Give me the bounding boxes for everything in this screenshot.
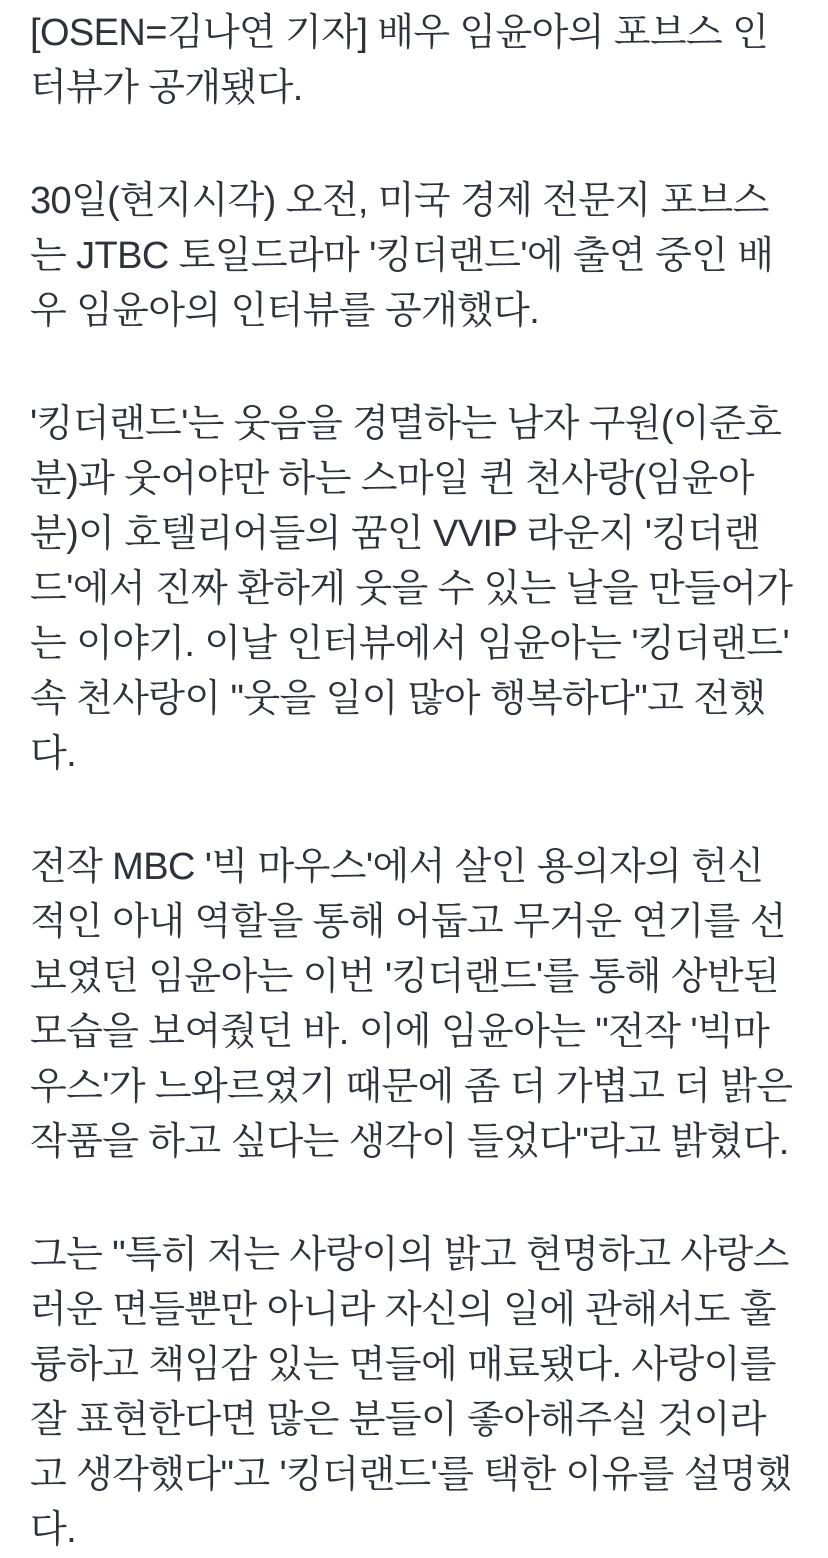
article-paragraph: 30일(현지시각) 오전, 미국 경제 전문지 포브스는 JTBC 토일드라마 '킹더랜드'에 출연 중인 배우 임윤아의 인터뷰를 공개했다. [30,180,774,332]
article-paragraph: 전작 MBC '빅 마우스'에서 살인 용의자의 헌신적인 아내 역할을 통해 어둡고 무거운 연기를 선보였던 임윤아는 이번 '킹더랜드'를 통해 상반된 모습을 보여줬던 바. 이에 임윤아는 "전작 '빅마우스'가 느와르였기 때문에 좀 더 가볍고 더 밝은 작품을 하고 싶다는 생각이 들었다"라고 밝혔다. [30,846,793,1163]
article-paragraph: 그는 "특히 저는 사랑이의 밝고 현명하고 사랑스러운 면들뿐만 아니라 자신의 일에 관해서도 훌륭하고 책임감 있는 면들에 매료됐다. 사랑이를 잘 표현한다면 많은 분들이 좋아해주실 것이라고 생각했다"고 '킹더랜드'를 택한 이유를 설명했다. [30,1234,793,1551]
article-paragraph-byline: [OSEN=김나연 기자] 배우 임윤아의 포브스 인터뷰가 공개됐다. [30,12,769,109]
article-paragraph: '킹더랜드'는 웃음을 경멸하는 남자 구원(이준호 분)과 웃어야만 하는 스마일 퀸 천사랑(임윤아 분)이 호텔리어들의 꿈인 VVIP 라운지 '킹더랜드'에서 진짜 환하게 웃을 수 있는 날을 만들어가는 이야기. 이날 인터뷰에서 임윤아는 '킹더랜드' 속 천사랑이 "웃을 일이 많아 행복하다"고 전했다. [30,403,793,775]
